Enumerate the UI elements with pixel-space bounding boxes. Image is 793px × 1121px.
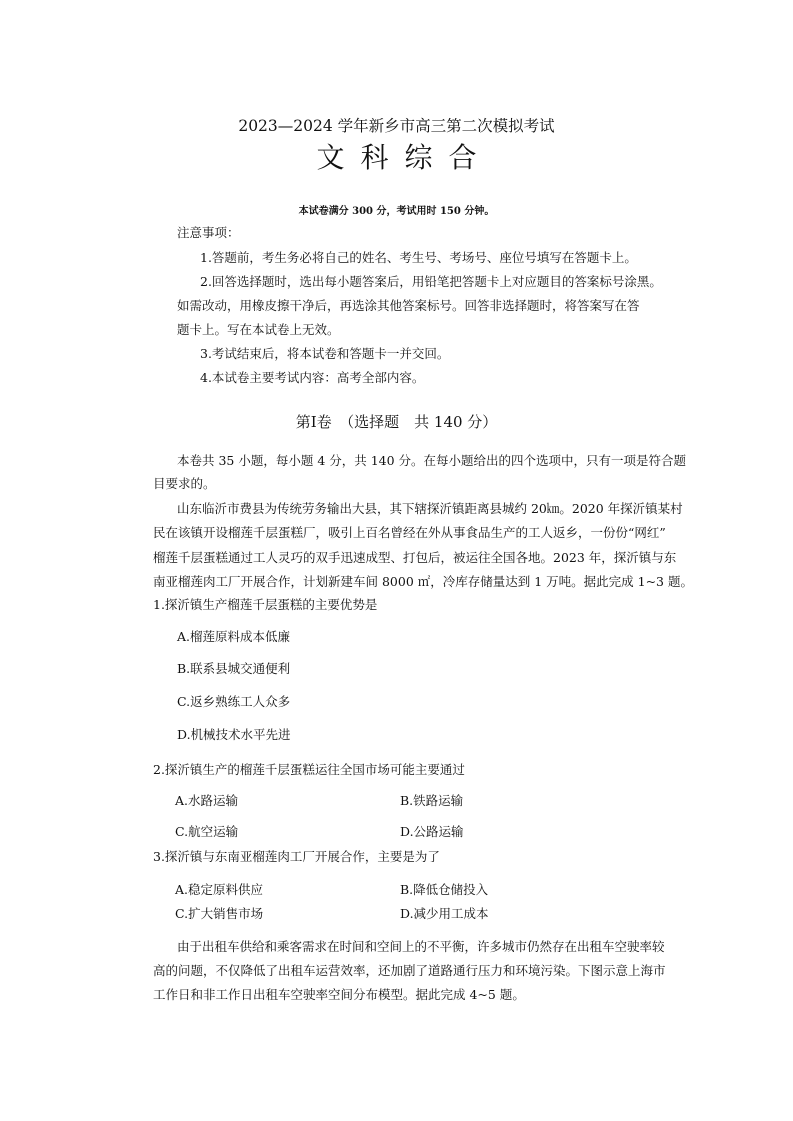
question-2-option-c: C.航空运输 (175, 824, 239, 839)
passage-2-line-2: 高的问题，不仅降低了出租车运营效率，还加剧了道路通行压力和环境污染。下图示意上海市 (153, 963, 666, 978)
exam-title: 2023—2024 学年新乡市高三第二次模拟考试 (238, 117, 555, 135)
question-3-stem: 3.探沂镇与东南亚榴莲肉工厂开展合作，主要是为了 (153, 849, 440, 864)
question-3-option-a: A.稳定原料供应 (175, 882, 264, 897)
subject-title: 文科综合 (316, 141, 493, 174)
passage-1-line-2: 民在该镇开设榴莲千层蛋糕厂，吸引上百名曾经在外从事食品生产的工人返乡，一份份“网红” (153, 525, 666, 540)
question-1-stem: 1.探沂镇生产榴莲千层蛋糕的主要优势是 (153, 597, 378, 612)
question-1-option-c: C.返乡熟练工人众多 (177, 694, 291, 709)
question-1-option-a: A.榴莲原料成本低廉 (177, 629, 291, 644)
note-2-line-3: 题卡上。写在本试卷上无效。 (177, 322, 340, 337)
question-3-option-b: B.降低仓储投入 (400, 882, 489, 897)
intro-line-2: 目要求的。 (153, 476, 216, 491)
note-2-line-1: 2.回答选择题时，选出每小题答案后，用铅笔把答题卡上对应题目的答案标号涂黑。 (200, 274, 662, 289)
question-2-option-d: D.公路运输 (400, 824, 464, 839)
passage-1-line-3: 榴莲千层蛋糕通过工人灵巧的双手迅速成型、打包后，被运往全国各地。2023 年，探沂镇与东 (153, 550, 677, 565)
passage-1-line-4: 南亚榴莲肉工厂开展合作，计划新建车间 8000 ㎡，冷库存储量达到 1 万吨。据此完成 1~3 题。 (153, 574, 693, 589)
notes-heading: 注意事项： (177, 225, 240, 240)
question-1-option-d: D.机械技术水平先进 (177, 727, 291, 742)
passage-1-line-1: 山东临沂市费县为传统劳务输出大县，其下辖探沂镇距离县城约 20㎞。2020 年探沂镇某村 (177, 501, 683, 516)
passage-2-line-1: 由于出租车供给和乘客需求在时间和空间上的不平衡，许多城市仍然存在出租车空驶率较 (177, 939, 665, 954)
passage-2-line-3: 工作日和非工作日出租车空驶率空间分布模型。据此完成 4~5 题。 (153, 987, 525, 1002)
question-3-option-d: D.减少用工成本 (400, 906, 489, 921)
question-1-option-b: B.联系县城交通便利 (177, 661, 291, 676)
question-2-option-a: A.水路运输 (175, 793, 239, 808)
question-2-stem: 2.探沂镇生产的榴莲千层蛋糕运往全国市场可能主要通过 (153, 762, 465, 777)
score-note: 本试卷满分 300 分，考试用时 150 分钟。 (298, 206, 495, 217)
question-2-option-b: B.铁路运输 (400, 793, 464, 808)
question-3-option-c: C.扩大销售市场 (175, 906, 264, 921)
note-2-line-2: 如需改动，用橡皮擦干净后，再选涂其他答案标号。回答非选择题时，将答案写在答 (177, 298, 640, 313)
note-3: 3.考试结束后，将本试卷和答题卡一并交回。 (200, 346, 450, 361)
intro-line-1: 本卷共 35 小题，每小题 4 分，共 140 分。在每小题给出的四个选项中，只有一项是符合题 (177, 453, 687, 468)
note-1: 1.答题前，考生务必将自己的姓名、考生号、考场号、座位号填写在答题卡上。 (200, 250, 637, 265)
part-1-title: 第Ⅰ卷 （选择题 共 140 分） (295, 413, 498, 431)
note-4: 4.本试卷主要考试内容：高考全部内容。 (200, 370, 425, 385)
